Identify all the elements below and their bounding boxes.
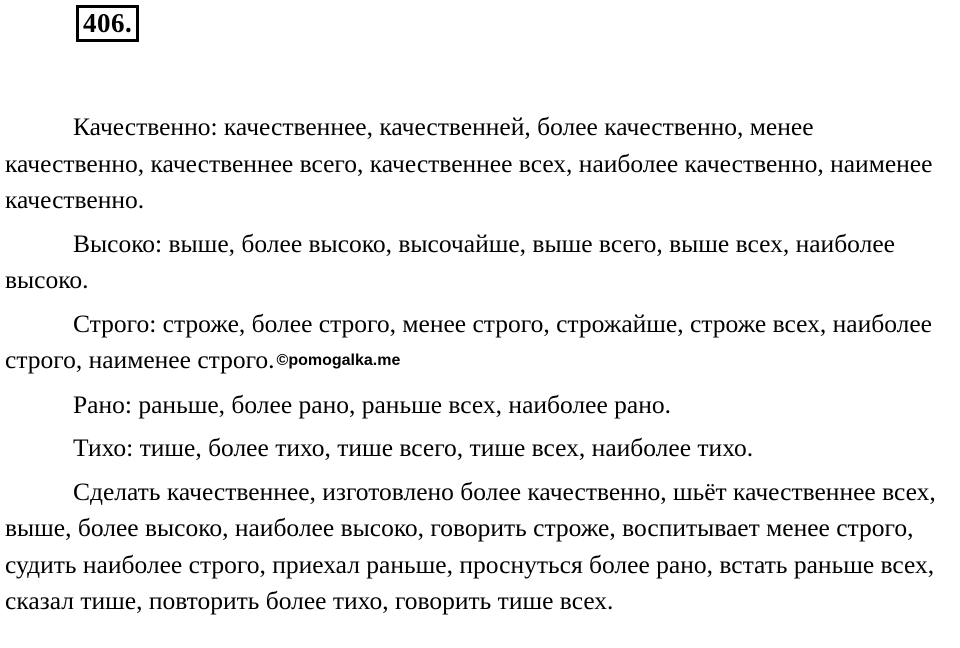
paragraph-kachestvenno (5, 109, 955, 219)
paragraph-rano (5, 387, 955, 424)
paragraph-strogo (5, 306, 955, 380)
paragraph-text: Качественно: качественнее, качественней, более качественно, менее качественно, качественнее всего, качественнее всех, наиболее качественно, наименее качественно. (5, 112, 933, 214)
paragraph-text: Рано: раньше, более рано, раньше всех, наиболее рано. (73, 389, 671, 419)
exercise-answer-text (5, 109, 955, 620)
paragraph-tiho (5, 430, 955, 467)
exercise-number: 406. (76, 5, 139, 42)
watermark: ©pomogalka.me (276, 352, 401, 369)
paragraph-text: Тихо: тише, более тихо, тише всего, тише всех, наиболее тихо. (73, 433, 754, 462)
paragraph-text: Строго: строже, более строго, менее строго, строжайше, строже всех, наиболее строго, наименее строго. (5, 308, 932, 374)
paragraph-vysoko (5, 226, 955, 299)
paragraph-text: Сделать качественнее, изготовлено более качественно, шьёт качественнее всех, выше, более высоко, наиболее высоко, говорить строже, воспитывает менее строго, судить наиболее строго, приехал раньше, проснуться более рано, встать раньше всех, сказал тише, повторить более тихо, говорить тише всех. (5, 476, 936, 615)
paragraph-phrases (5, 474, 955, 620)
paragraph-text: Высоко: выше, более высоко, высочайше, выше всего, выше всех, наиболее высоко. (5, 228, 895, 294)
